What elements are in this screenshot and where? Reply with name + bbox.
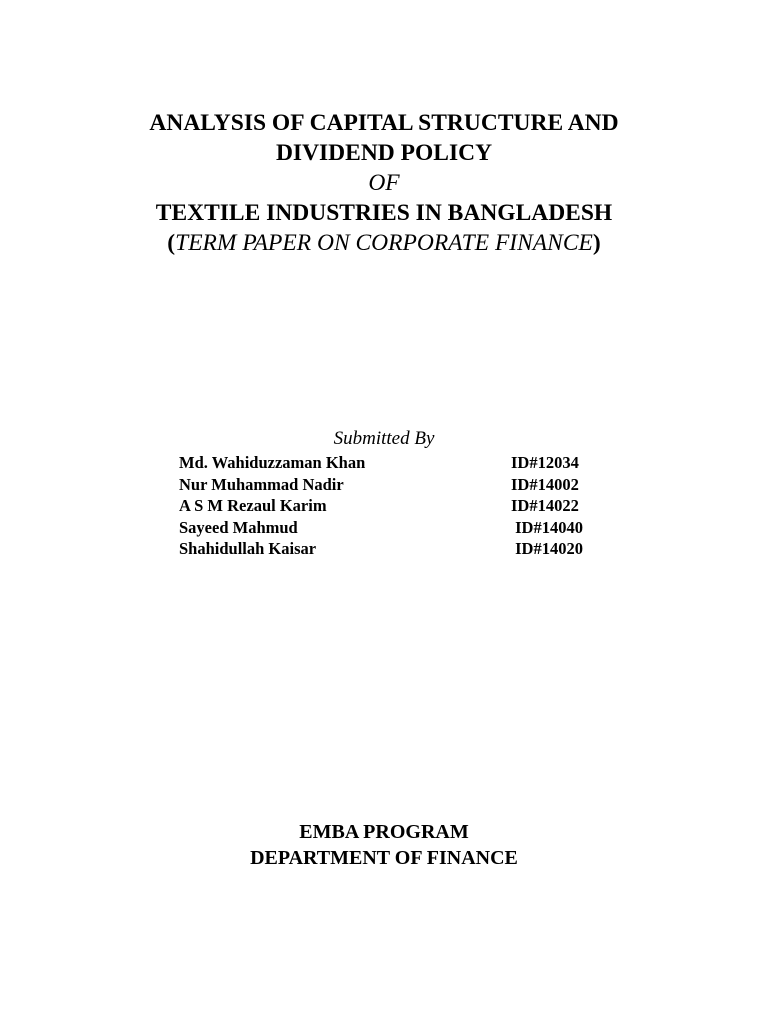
subtitle xyxy=(0,228,768,258)
title-line-2: DIVIDEND POLICY xyxy=(275,140,493,166)
subtitle-open-paren: ( xyxy=(167,230,176,256)
member-row xyxy=(179,452,599,474)
member-id: ID#14040 xyxy=(511,517,583,537)
member-name: Sayeed Mahmud xyxy=(179,517,298,537)
member-id: ID#14020 xyxy=(511,539,583,558)
footer-block xyxy=(0,819,768,871)
document-title-block xyxy=(0,108,768,258)
department-name: DEPARTMENT OF FINANCE xyxy=(250,847,518,869)
member-name: Nur Muhammad Nadir xyxy=(179,474,344,494)
member-id: ID#14022 xyxy=(511,496,579,515)
member-name: Md. Wahiduzzaman Khan xyxy=(179,453,366,472)
member-list xyxy=(179,452,599,560)
member-row xyxy=(179,474,599,496)
member-id: ID#14002 xyxy=(511,474,579,494)
subtitle-text: TERM PAPER ON CORPORATE FINANCE xyxy=(175,230,593,256)
member-row xyxy=(179,517,599,539)
title-line-3: TEXTILE INDUSTRIES IN BANGLADESH xyxy=(155,200,613,226)
member-name: A S M Rezaul Karim xyxy=(179,496,327,515)
program-name: EMBA PROGRAM xyxy=(299,821,469,843)
submitted-by-label: Submitted By xyxy=(333,428,435,449)
title-line-1: ANALYSIS OF CAPITAL STRUCTURE AND xyxy=(149,110,619,136)
member-id: ID#12034 xyxy=(511,453,579,472)
title-of: OF xyxy=(368,170,400,196)
member-row xyxy=(179,538,599,560)
subtitle-close-paren: ) xyxy=(592,230,601,256)
member-row xyxy=(179,495,599,517)
member-name: Shahidullah Kaisar xyxy=(179,539,317,558)
